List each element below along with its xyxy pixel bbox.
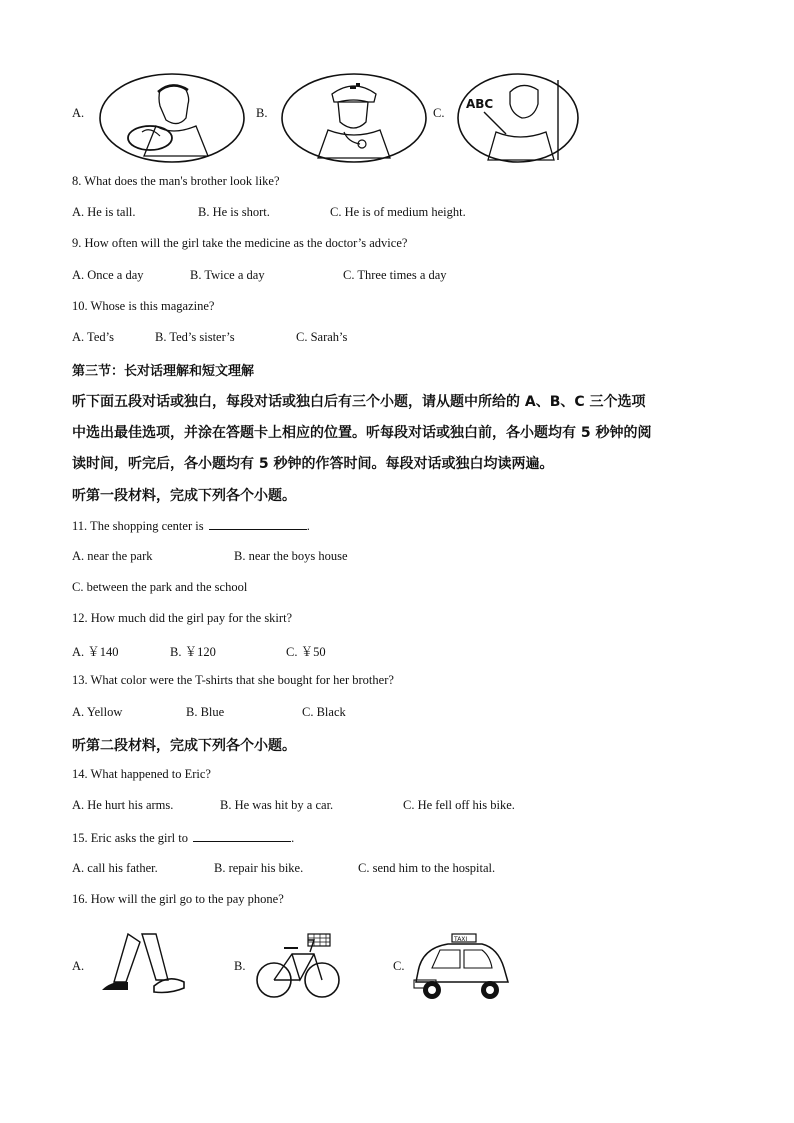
q16-question: 16. How will the girl go to the pay phone? — [72, 892, 284, 906]
q14-option-c[interactable]: C. He fell off his bike. — [403, 798, 515, 812]
q11-option-c[interactable]: C. between the park and the school — [72, 580, 248, 594]
q12-option-b[interactable]: B. ￥120 — [170, 645, 216, 659]
q15-option-a[interactable]: A. call his father. — [72, 861, 158, 875]
section3-instruction-line-1: 听下面五段对话或独白，每段对话或独白后有三个小题，请从题中所给的 A、B、C 三个选项 — [72, 394, 646, 410]
q13-question: 13. What color were the T-shirts that she bought for her brother? — [72, 673, 394, 687]
q10-question: 10. Whose is this magazine? — [72, 299, 215, 313]
teacher-picture — [456, 72, 580, 164]
q10-option-b[interactable]: B. Ted’s sister’s — [155, 330, 235, 344]
q14-option-a[interactable]: A. He hurt his arms. — [72, 798, 174, 812]
q8-option-b[interactable]: B. He is short. — [198, 205, 270, 219]
q11-question-text: 11. The shopping center is — [72, 519, 204, 533]
driver-picture — [98, 72, 246, 164]
q15-question: 15. Eric asks the girl to . — [72, 831, 295, 845]
q8-option-a[interactable]: A. He is tall. — [72, 205, 136, 219]
q11-option-b[interactable]: B. near the boys house — [234, 549, 348, 563]
part2-heading: 听第二段材料，完成下列各个小题。 — [72, 738, 296, 754]
walking-legs-icon — [98, 930, 188, 1002]
q9-option-a[interactable]: A. Once a day — [72, 268, 144, 282]
blackboard-text: ABC — [466, 97, 494, 111]
doctor-picture — [280, 72, 428, 164]
part1-heading: 听第一段材料，完成下列各个小题。 — [72, 488, 296, 504]
q9-option-b[interactable]: B. Twice a day — [190, 268, 265, 282]
q8-option-c[interactable]: C. He is of medium height. — [330, 205, 466, 219]
q15-option-c[interactable]: C. send him to the hospital. — [358, 861, 496, 875]
q9-option-c[interactable]: C. Three times a day — [343, 268, 447, 282]
q14-question: 14. What happened to Eric? — [72, 767, 211, 781]
q13-option-c[interactable]: C. Black — [302, 705, 346, 719]
q16-option-b-label: B. — [234, 959, 246, 973]
q16-option-c-label: C. — [393, 959, 405, 973]
taxi-icon — [410, 932, 514, 1002]
section3-instruction-line-2: 中选出最佳选项，并涂在答题卡上相应的位置。听每段对话或独白前，各小题均有 5 秒钟的阅 — [72, 425, 652, 441]
q16-option-a-label: A. — [72, 959, 85, 973]
q15-answer-blank — [193, 829, 291, 842]
q10-option-c[interactable]: C. Sarah’s — [296, 330, 348, 344]
q11-option-a[interactable]: A. near the park — [72, 549, 153, 563]
q13-option-a[interactable]: A. Yellow — [72, 705, 123, 719]
q7-option-b-label: B. — [256, 106, 268, 120]
section3-heading: 第三节：长对话理解和短文理解 — [72, 364, 255, 379]
q12-option-a[interactable]: A. ￥140 — [72, 645, 119, 659]
q7-option-a-label: A. — [72, 106, 85, 120]
q8-question: 8. What does the man's brother look like? — [72, 174, 280, 188]
q14-option-b[interactable]: B. He was hit by a car. — [220, 798, 334, 812]
q15-question-text: 15. Eric asks the girl to — [72, 831, 188, 845]
taxi-sign-text: TAXI — [454, 936, 468, 943]
q7-option-c-label: C. — [433, 106, 445, 120]
q9-question: 9. How often will the girl take the medicine as the doctor’s advice? — [72, 236, 408, 250]
q12-option-c[interactable]: C. ￥50 — [286, 645, 326, 659]
q10-option-a[interactable]: A. Ted’s — [72, 330, 114, 344]
q11-answer-blank — [209, 517, 307, 530]
bicycle-icon — [254, 928, 342, 1002]
section3-instruction-line-3: 读时间，听完后，各小题均有 5 秒钟的作答时间。每段对话或独白均读两遍。 — [72, 456, 554, 472]
q11-question: 11. The shopping center is . — [72, 519, 310, 533]
q12-question: 12. How much did the girl pay for the skirt? — [72, 611, 293, 625]
q15-option-b[interactable]: B. repair his bike. — [214, 861, 304, 875]
q13-option-b[interactable]: B. Blue — [186, 705, 225, 719]
